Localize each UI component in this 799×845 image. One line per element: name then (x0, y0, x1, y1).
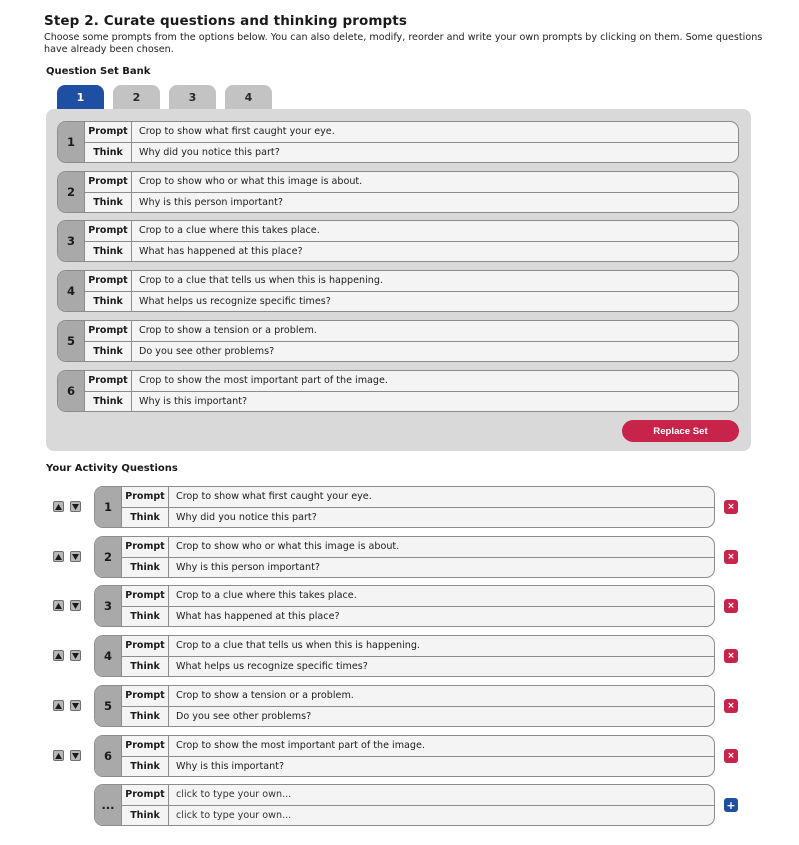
think-text[interactable]: Why is this person important? (176, 561, 320, 573)
think-text: What helps us recognize specific times? (139, 295, 331, 307)
bank-question-card[interactable] (57, 220, 739, 262)
move-down-button[interactable] (70, 750, 81, 761)
prompt-label: Prompt (85, 271, 132, 291)
think-label: Think (85, 342, 132, 362)
bank-question-card[interactable] (57, 370, 739, 412)
question-number: 2 (58, 172, 85, 212)
question-number: 6 (58, 371, 85, 411)
think-label: Think (122, 707, 169, 727)
close-icon: × (727, 600, 735, 611)
bank-question-card[interactable] (57, 171, 739, 213)
new-prompt-input[interactable]: click to type your own... (176, 789, 292, 801)
prompt-text: Crop to show the most important part of the image. (139, 375, 388, 387)
triangle-down-icon (72, 603, 79, 609)
prompt-text: Crop to show who or what this image is about. (139, 176, 363, 188)
activity-questions-label: Your Activity Questions (46, 463, 178, 474)
question-number: 4 (58, 271, 85, 311)
tab-set-4[interactable]: 4 (225, 85, 272, 109)
prompt-text[interactable]: Crop to show the most important part of the image. (176, 740, 425, 752)
question-number: 6 (95, 736, 122, 776)
delete-question-button[interactable] (724, 749, 738, 763)
think-label: Think (85, 242, 132, 262)
think-label: Think (85, 193, 132, 213)
move-up-button[interactable] (53, 551, 64, 562)
triangle-down-icon (72, 504, 79, 510)
think-text: What has happened at this place? (139, 245, 303, 257)
prompt-label: Prompt (122, 586, 169, 606)
move-up-button[interactable] (53, 501, 64, 512)
close-icon: × (727, 750, 735, 761)
tab-set-1[interactable]: 1 (57, 85, 104, 109)
prompt-text: Crop to show what first caught your eye. (139, 126, 335, 138)
prompt-label: Prompt (122, 785, 169, 805)
move-down-button[interactable] (70, 600, 81, 611)
prompt-label: Prompt (122, 487, 169, 507)
triangle-up-icon (55, 603, 62, 609)
activity-question-card[interactable] (94, 635, 715, 677)
activity-question-card[interactable] (94, 735, 715, 777)
delete-question-button[interactable] (724, 550, 738, 564)
question-set-bank-label: Question Set Bank (46, 66, 151, 77)
think-text[interactable]: Why is this important? (176, 760, 285, 772)
think-text: Why is this person important? (139, 196, 283, 208)
triangle-up-icon (55, 653, 62, 659)
triangle-down-icon (72, 653, 79, 659)
move-down-button[interactable] (70, 551, 81, 562)
tab-set-3[interactable]: 3 (169, 85, 216, 109)
activity-question-card[interactable] (94, 585, 715, 627)
new-question-card[interactable] (94, 784, 715, 826)
activity-question-card[interactable] (94, 486, 715, 528)
activity-question-card[interactable] (94, 536, 715, 578)
triangle-down-icon (72, 753, 79, 759)
replace-set-button[interactable]: Replace Set (622, 420, 739, 442)
tab-set-2[interactable]: 2 (113, 85, 160, 109)
think-label: Think (85, 392, 132, 412)
prompt-text: Crop to a clue that tells us when this is happening. (139, 275, 383, 287)
question-number: 5 (58, 321, 85, 361)
prompt-text[interactable]: Crop to show what first caught your eye. (176, 491, 372, 503)
question-set-panel (46, 109, 751, 451)
prompt-label: Prompt (85, 321, 132, 341)
delete-question-button[interactable] (724, 500, 738, 514)
move-up-button[interactable] (53, 700, 64, 711)
triangle-up-icon (55, 753, 62, 759)
close-icon: × (727, 501, 735, 512)
question-number: 5 (95, 686, 122, 726)
prompt-label: Prompt (122, 736, 169, 756)
think-label: Think (122, 806, 169, 826)
triangle-down-icon (72, 703, 79, 709)
bank-question-card[interactable] (57, 121, 739, 163)
question-number: 2 (95, 537, 122, 577)
prompt-text[interactable]: Crop to a clue where this takes place. (176, 590, 357, 602)
triangle-up-icon (55, 554, 62, 560)
question-number: 1 (58, 122, 85, 162)
bank-question-card[interactable] (57, 320, 739, 362)
close-icon: × (727, 700, 735, 711)
triangle-up-icon (55, 703, 62, 709)
close-icon: × (727, 551, 735, 562)
prompt-text: Crop to show a tension or a problem. (139, 325, 317, 337)
move-up-button[interactable] (53, 650, 64, 661)
question-number: 4 (95, 636, 122, 676)
think-text: Why is this important? (139, 395, 248, 407)
page-description: Choose some prompts from the options below. You can also delete, modify, reorder and write your own prompts by clicking on them. Some questions have already been chosen. (44, 32, 763, 55)
delete-question-button[interactable] (724, 699, 738, 713)
think-label: Think (122, 558, 169, 578)
delete-question-button[interactable] (724, 649, 738, 663)
prompt-label: Prompt (85, 122, 132, 142)
delete-question-button[interactable] (724, 599, 738, 613)
think-label: Think (85, 292, 132, 312)
prompt-text[interactable]: Crop to show who or what this image is about. (176, 541, 400, 553)
activity-question-card[interactable] (94, 685, 715, 727)
think-text: Why did you notice this part? (139, 146, 280, 158)
prompt-label: Prompt (85, 221, 132, 241)
add-question-button[interactable] (724, 798, 738, 812)
move-down-button[interactable] (70, 700, 81, 711)
prompt-label: Prompt (85, 172, 132, 192)
question-set-tabs (57, 85, 272, 109)
question-number: 3 (58, 221, 85, 261)
think-text[interactable]: What has happened at this place? (176, 610, 340, 622)
close-icon: × (727, 650, 735, 661)
think-label: Think (122, 607, 169, 627)
question-number: 3 (95, 586, 122, 626)
move-down-button[interactable] (70, 501, 81, 512)
think-label: Think (122, 508, 169, 528)
prompt-text[interactable]: Crop to show a tension or a problem. (176, 690, 354, 702)
think-label: Think (122, 657, 169, 677)
prompt-label: Prompt (85, 371, 132, 391)
prompt-label: Prompt (122, 686, 169, 706)
new-think-input[interactable]: click to type your own... (176, 809, 292, 821)
prompt-label: Prompt (122, 636, 169, 656)
question-number: 1 (95, 487, 122, 527)
move-up-button[interactable] (53, 600, 64, 611)
triangle-up-icon (55, 504, 62, 510)
plus-icon: + (726, 798, 736, 812)
think-text[interactable]: Do you see other problems? (176, 710, 312, 722)
move-up-button[interactable] (53, 750, 64, 761)
prompt-text[interactable]: Crop to a clue that tells us when this is happening. (176, 640, 420, 652)
bank-question-card[interactable] (57, 270, 739, 312)
prompt-label: Prompt (122, 537, 169, 557)
think-label: Think (122, 757, 169, 777)
page-title: Step 2. Curate questions and thinking prompts (44, 13, 407, 29)
question-number: ... (95, 785, 122, 825)
move-down-button[interactable] (70, 650, 81, 661)
think-text[interactable]: What helps us recognize specific times? (176, 660, 368, 672)
think-text: Do you see other problems? (139, 345, 275, 357)
think-text[interactable]: Why did you notice this part? (176, 511, 317, 523)
triangle-down-icon (72, 554, 79, 560)
prompt-text: Crop to a clue where this takes place. (139, 225, 320, 237)
think-label: Think (85, 143, 132, 163)
